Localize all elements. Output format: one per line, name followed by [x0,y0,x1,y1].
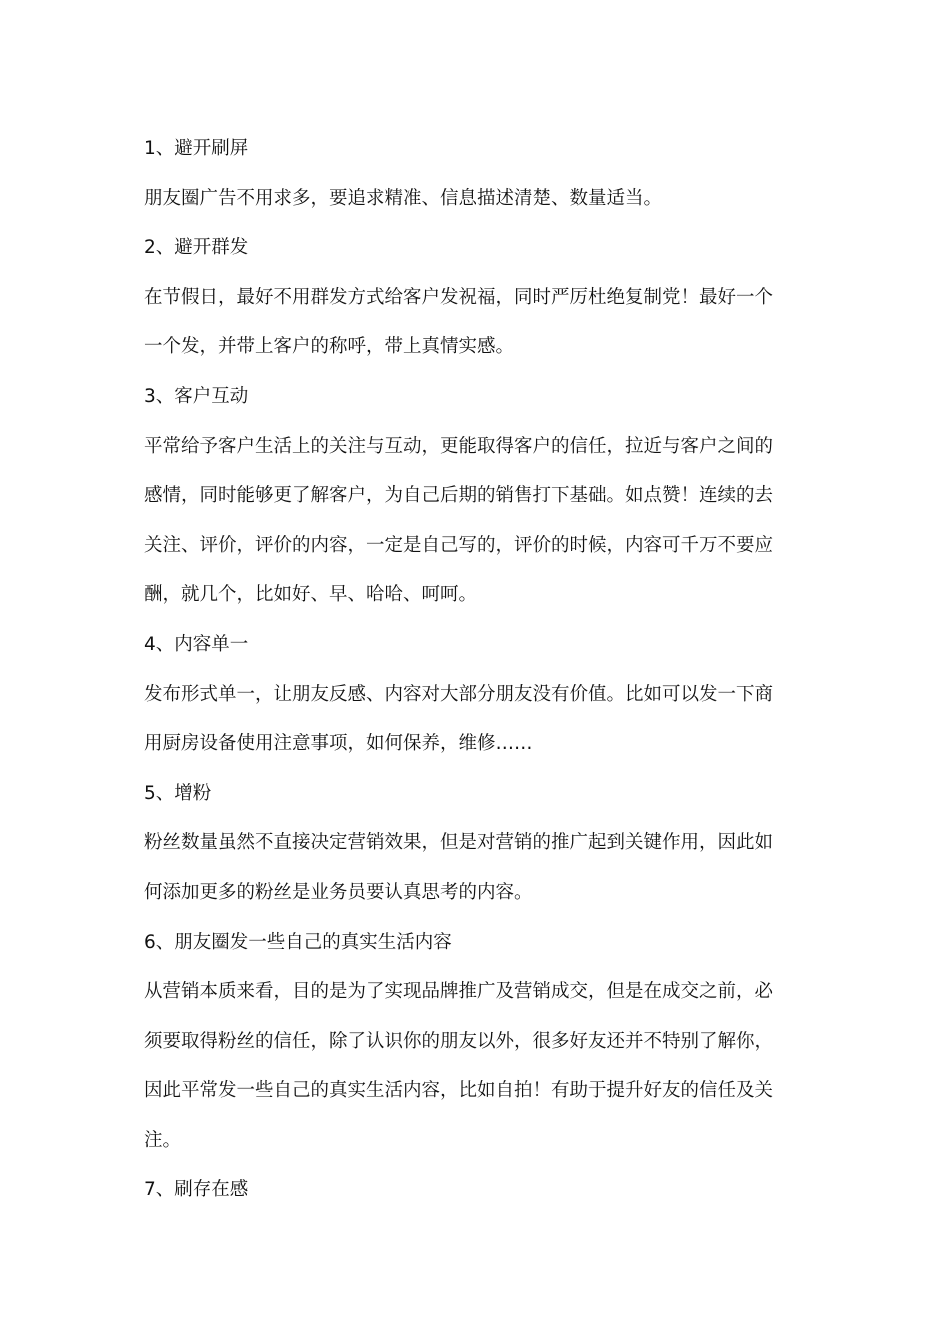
paragraph [144,967,800,1165]
paragraph [144,670,800,769]
paragraph-line: 朋友圈广告不用求多，要追求精准、信息描述清楚、数量适当。 [144,187,663,209]
paragraph-line: 酬，就几个，比如好、早、哈哈、呵呵。 [144,584,478,606]
document-page [144,124,800,1215]
paragraph [144,174,800,224]
paragraph-line: 注。 [144,1129,182,1151]
section-heading: 1、避开刷屏 [144,138,249,159]
section-heading: 5、增粉 [144,782,212,804]
section-heading: 4、内容单一 [144,633,249,655]
paragraph-line: 关注、评价，评价的内容，一定是自己写的，评价的时候，内容可千万不要应 [144,534,774,556]
section-heading: 6、朋友圈发一些自己的真实生活内容 [144,931,452,953]
paragraph-line: 平常给予客户生活上的关注与互动，更能取得客户的信任，拉近与客户之间的 [144,435,774,457]
paragraph-line: 从营销本质来看，目的是为了实现品牌推广及营销成交，但是在成交之前，必 [144,981,774,1003]
paragraph-line: 在节假日，最好不用群发方式给客户发祝福，同时严厉杜绝复制党！最好一个 [144,286,774,308]
section-heading: 3、客户互动 [144,385,249,407]
paragraph [144,273,800,372]
paragraph-line: 何添加更多的粉丝是业务员要认真思考的内容。 [144,881,533,903]
paragraph-line: 发布形式单一，让朋友反感、内容对大部分朋友没有价值。比如可以发一下商 [144,683,774,705]
paragraph-line: 粉丝数量虽然不直接决定营销效果，但是对营销的推广起到关键作用，因此如 [144,832,774,854]
paragraph-line: 一个发，并带上客户的称呼，带上真情实感。 [144,336,515,358]
paragraph-line: 因此平常发一些自己的真实生活内容，比如自拍！有助于提升好友的信任及关 [144,1080,774,1102]
paragraph-line: 须要取得粉丝的信任，除了认识你的朋友以外，很多好友还并不特别了解你， [144,1030,774,1052]
section-heading: 7、刷存在感 [144,1179,249,1201]
section-heading: 2、避开群发 [144,237,249,259]
paragraph [144,422,800,620]
paragraph [144,818,800,917]
paragraph-line: 用厨房设备使用注意事项，如何保养，维修…… [144,733,533,755]
paragraph-line: 感情，同时能够更了解客户，为自己后期的销售打下基础。如点赞！连续的去 [144,485,774,507]
